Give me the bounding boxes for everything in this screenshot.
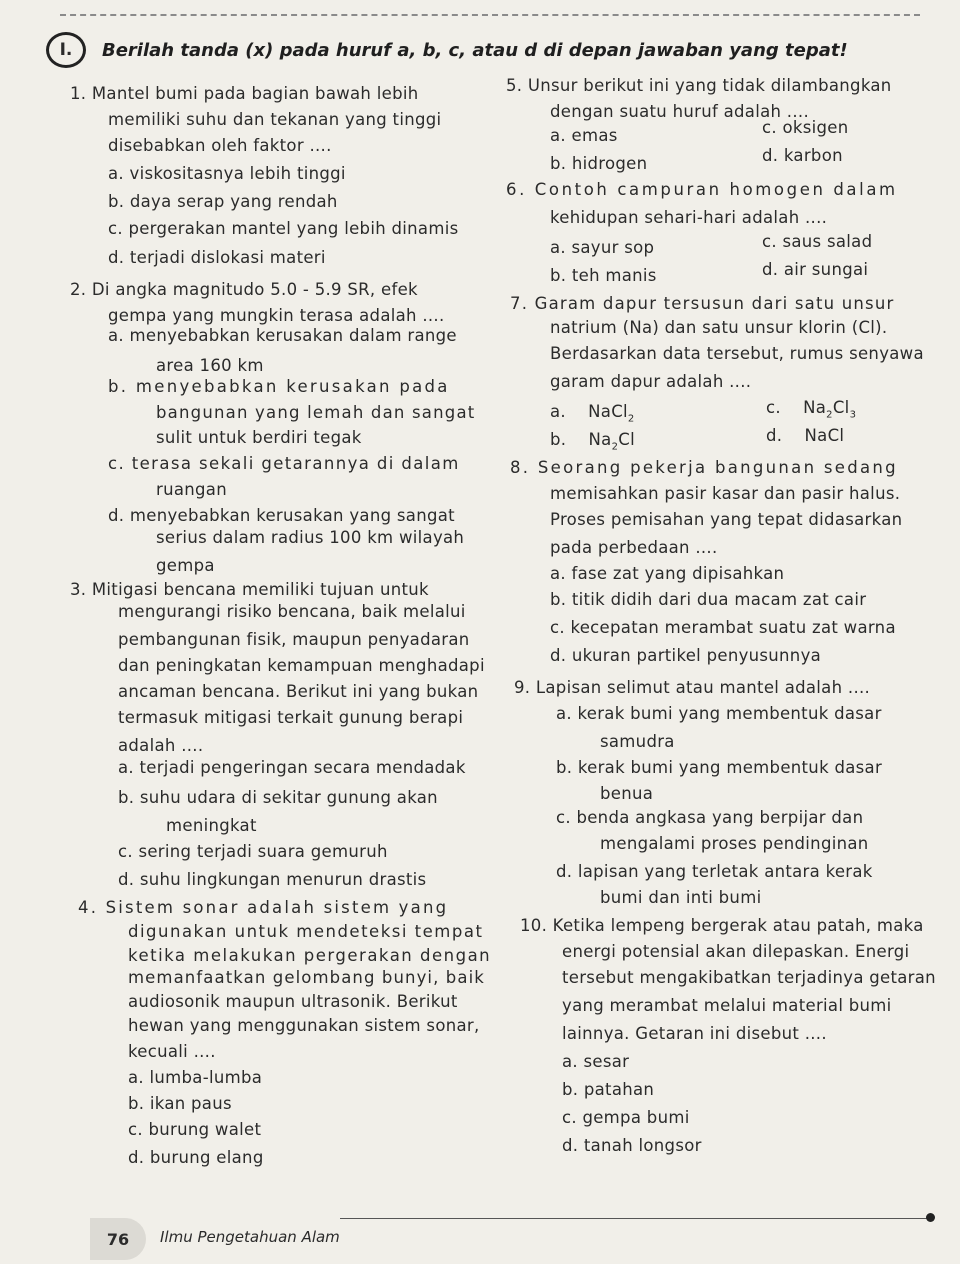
answer-option[interactable]: b. patahan — [562, 1080, 655, 1099]
question-text: tersebut mengakibatkan terjadinya getaran — [562, 968, 936, 987]
answer-option[interactable]: a. sesar — [562, 1052, 630, 1071]
answer-option[interactable]: b. teh manis — [550, 266, 657, 285]
question-text: mengurangi risiko bencana, baik melalui — [118, 602, 466, 621]
answer-option[interactable]: d. karbon — [762, 146, 843, 165]
formula-text: NaCl — [804, 426, 845, 445]
question-text: audiosonik maupun ultrasonik. Berikut — [128, 992, 458, 1011]
answer-option[interactable]: c. benda angkasa yang berpijar dan — [556, 808, 864, 827]
book-title: Ilmu Pengetahuan Alam — [160, 1228, 340, 1246]
answer-option[interactable]: d. tanah longsor — [562, 1136, 702, 1155]
option-label: a. — [550, 402, 566, 421]
question-text: energi potensial akan dilepaskan. Energi — [562, 942, 910, 961]
question-text: dengan suatu huruf adalah .... — [550, 102, 809, 121]
question-text: ketika melakukan pergerakan dengan — [128, 946, 492, 965]
question-text: ancaman bencana. Berikut ini yang bukan — [118, 682, 479, 701]
answer-option[interactable]: b. ikan paus — [128, 1094, 232, 1113]
formula-subscript: 3 — [849, 409, 857, 421]
question-text: gempa yang mungkin terasa adalah .... — [108, 306, 445, 325]
option-label: c. — [766, 398, 781, 417]
question-text: memiliki suhu dan tekanan yang tinggi — [108, 110, 442, 129]
question-text: yang merambat melalui material bumi — [562, 996, 892, 1015]
formula-text: Cl — [618, 430, 635, 449]
page-number: 76 — [90, 1218, 146, 1260]
instruction-text: Berilah tanda (x) pada huruf a, b, c, atau d di depan jawaban yang tepat! — [102, 39, 848, 61]
question-text: pembangunan fisik, maupun penyadaran — [118, 630, 470, 649]
question-text: memanfaatkan gelombang bunyi, baik — [128, 968, 485, 987]
answer-option[interactable]: c. burung walet — [128, 1120, 262, 1139]
footer-dot — [926, 1213, 935, 1222]
answer-option[interactable]: c. gempa bumi — [562, 1108, 690, 1127]
answer-option[interactable]: b. daya serap yang rendah — [108, 192, 338, 211]
question-text: lainnya. Getaran ini disebut .... — [562, 1024, 827, 1043]
question-text: 3. Mitigasi bencana memiliki tujuan untuk — [70, 580, 429, 599]
answer-option-cont: bumi dan inti bumi — [600, 888, 762, 907]
answer-option[interactable]: d. air sungai — [762, 260, 869, 279]
answer-option[interactable]: b. hidrogen — [550, 154, 648, 173]
formula-text: Na — [803, 398, 827, 417]
answer-option[interactable]: a. viskositasnya lebih tinggi — [108, 164, 346, 183]
answer-option[interactable]: c. pergerakan mantel yang lebih dinamis — [108, 219, 459, 238]
answer-option-cont: meningkat — [166, 816, 257, 835]
formula-option-a[interactable] — [550, 402, 635, 429]
question-text: 7. Garam dapur tersusun dari satu unsur — [510, 294, 895, 313]
answer-option[interactable]: c. saus salad — [762, 232, 873, 251]
answer-option[interactable]: a. terjadi pengeringan secara mendadak — [118, 758, 466, 777]
answer-option[interactable]: c. sering terjadi suara gemuruh — [118, 842, 388, 861]
answer-option[interactable]: b. kerak bumi yang membentuk dasar — [556, 758, 883, 777]
question-text: 9. Lapisan selimut atau mantel adalah .... — [514, 678, 871, 697]
formula-text: Cl — [832, 398, 850, 417]
answer-option[interactable]: d. menyebabkan kerusakan yang sangat — [108, 506, 455, 525]
question-text: 2. Di angka magnitudo 5.0 - 5.9 SR, efek — [70, 280, 418, 299]
option-label: d. — [766, 426, 783, 445]
answer-option[interactable]: a. lumba-lumba — [128, 1068, 263, 1087]
question-text: digunakan untuk mendeteksi tempat — [128, 922, 484, 941]
question-text: natrium (Na) dan satu unsur klorin (Cl). — [550, 318, 888, 337]
answer-option-cont: area 160 km — [156, 356, 264, 375]
answer-option[interactable]: d. burung elang — [128, 1148, 264, 1167]
formula-subscript: 2 — [826, 409, 833, 421]
answer-option-cont: samudra — [600, 732, 675, 751]
formula-subscript: 2 — [627, 413, 635, 425]
answer-option-cont: mengalami proses pendinginan — [600, 834, 869, 853]
answer-option[interactable]: d. lapisan yang terletak antara kerak — [556, 862, 873, 881]
question-text: 4. Sistem sonar adalah sistem yang — [78, 898, 449, 917]
question-text: 10. Ketika lempeng bergerak atau patah, maka — [520, 916, 924, 935]
answer-option[interactable]: a. fase zat yang dipisahkan — [550, 564, 785, 583]
formula-option-d[interactable] — [766, 426, 844, 446]
answer-option[interactable]: c. terasa sekali getarannya di dalam — [108, 454, 460, 473]
question-text: adalah .... — [118, 736, 204, 755]
question-text: 8. Seorang pekerja bangunan sedang — [510, 458, 898, 477]
formula-text: NaCl — [588, 402, 628, 421]
question-text: 6. Contoh campuran homogen dalam — [506, 180, 898, 199]
answer-option[interactable]: a. emas — [550, 126, 618, 145]
question-text: garam dapur adalah .... — [550, 372, 752, 391]
answer-option-cont: ruangan — [156, 480, 227, 499]
question-text: 1. Mantel bumi pada bagian bawah lebih — [70, 84, 419, 103]
answer-option-cont: benua — [600, 784, 654, 803]
option-label: b. — [550, 430, 567, 449]
question-text: kecuali .... — [128, 1042, 216, 1061]
section-header — [46, 32, 848, 68]
answer-option-cont: serius dalam radius 100 km wilayah — [156, 528, 465, 547]
question-text: disebabkan oleh faktor .... — [108, 136, 332, 155]
answer-option[interactable]: c. oksigen — [762, 118, 849, 137]
section-number: I. — [46, 32, 86, 68]
question-text: dan peningkatan kemampuan menghadapi — [118, 656, 485, 675]
answer-option[interactable]: b. titik didih dari dua macam zat cair — [550, 590, 867, 609]
question-text: kehidupan sehari-hari adalah .... — [550, 208, 828, 227]
question-text: 5. Unsur berikut ini yang tidak dilambangkan — [506, 76, 892, 95]
question-text: termasuk mitigasi terkait gunung berapi — [118, 708, 464, 727]
question-text: Berdasarkan data tersebut, rumus senyawa — [550, 344, 924, 363]
answer-option[interactable]: a. sayur sop — [550, 238, 655, 257]
top-dashed-rule — [60, 14, 920, 16]
formula-option-c[interactable] — [766, 398, 856, 425]
answer-option[interactable]: b. suhu udara di sekitar gunung akan — [118, 788, 438, 807]
formula-text: Na — [588, 430, 612, 449]
answer-option[interactable]: c. kecepatan merambat suatu zat warna — [550, 618, 896, 637]
answer-option-cont: sulit untuk berdiri tegak — [156, 428, 362, 447]
answer-option[interactable]: a. kerak bumi yang membentuk dasar — [556, 704, 882, 723]
answer-option[interactable]: d. ukuran partikel penyusunnya — [550, 646, 822, 665]
answer-option[interactable]: d. terjadi dislokasi materi — [108, 248, 326, 267]
question-text: hewan yang menggunakan sistem sonar, — [128, 1016, 480, 1035]
formula-subscript: 2 — [611, 441, 619, 453]
formula-option-b[interactable] — [550, 430, 635, 457]
answer-option[interactable]: b. menyebabkan kerusakan pada — [108, 377, 450, 396]
footer-rule — [340, 1218, 930, 1219]
answer-option[interactable]: d. suhu lingkungan menurun drastis — [118, 870, 427, 889]
answer-option[interactable]: a. menyebabkan kerusakan dalam range — [108, 326, 457, 345]
question-text: Proses pemisahan yang tepat didasarkan — [550, 510, 903, 529]
answer-option-cont: gempa — [156, 556, 215, 575]
answer-option-cont: bangunan yang lemah dan sangat — [156, 403, 476, 422]
question-text: memisahkan pasir kasar dan pasir halus. — [550, 484, 901, 503]
question-text: pada perbedaan .... — [550, 538, 718, 557]
